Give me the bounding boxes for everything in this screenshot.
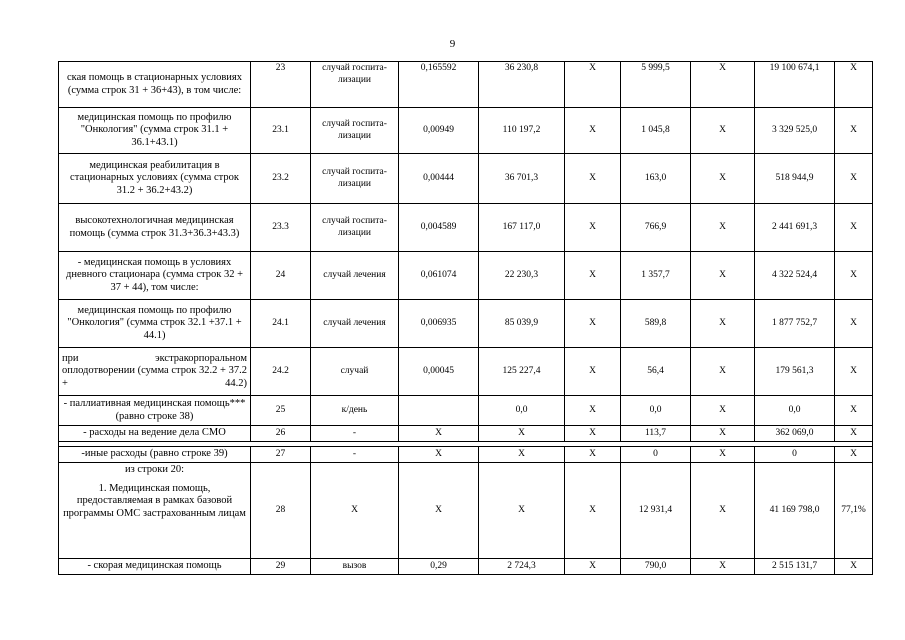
row-name: высокотехнологичная медицинская помощь (сумма строк 31.3+36.3+43.3) xyxy=(59,204,251,252)
row-total: 3 329 525,0 xyxy=(755,108,835,154)
row-share: 77,1% xyxy=(835,463,873,559)
row-cell: X xyxy=(565,204,621,252)
row-unit: случай лечения xyxy=(311,252,399,300)
row-cell: 790,0 xyxy=(621,559,691,575)
row-total: 1 877 752,7 xyxy=(755,300,835,348)
row-cost: 167 117,0 xyxy=(479,204,565,252)
row-volume: 0,004589 xyxy=(399,204,479,252)
table-row xyxy=(59,463,873,559)
row-cost: 36 230,8 xyxy=(479,62,565,108)
table-row xyxy=(59,348,873,396)
row-total: 518 944,9 xyxy=(755,154,835,204)
row-cell: X xyxy=(835,204,873,252)
row-total: 2 441 691,3 xyxy=(755,204,835,252)
row-cost: X xyxy=(479,426,565,442)
row-unit: случай госпита-лизации xyxy=(311,108,399,154)
row-unit: случай госпита-лизации xyxy=(311,154,399,204)
row-cell: X xyxy=(565,154,621,204)
row-total: 2 515 131,7 xyxy=(755,559,835,575)
row-cell: X xyxy=(565,426,621,442)
row-cost: 85 039,9 xyxy=(479,300,565,348)
row-unit: - xyxy=(311,447,399,463)
row-unit: случай лечения xyxy=(311,300,399,348)
row-cell: X xyxy=(691,154,755,204)
row-cell: X xyxy=(691,447,755,463)
row-cell: X xyxy=(691,348,755,396)
row-volume: 0,00949 xyxy=(399,108,479,154)
row-cell: 1 357,7 xyxy=(621,252,691,300)
row-cost: 125 227,4 xyxy=(479,348,565,396)
row-volume: 0,29 xyxy=(399,559,479,575)
row-unit: случай госпита-лизации xyxy=(311,204,399,252)
row-cell: 56,4 xyxy=(621,348,691,396)
row-cell: X xyxy=(565,108,621,154)
row-cell: X xyxy=(691,108,755,154)
row-volume: 0,165592 xyxy=(399,62,479,108)
row-unit: X xyxy=(311,463,399,559)
row-cell: X xyxy=(835,348,873,396)
row-cell: X xyxy=(691,204,755,252)
row-cost: X xyxy=(479,463,565,559)
row-total: 362 069,0 xyxy=(755,426,835,442)
row-cell: X xyxy=(691,559,755,575)
row-total: 41 169 798,0 xyxy=(755,463,835,559)
row-name: - расходы на ведение дела СМО xyxy=(59,426,251,442)
row-cell: X xyxy=(565,62,621,108)
row-total: 0 xyxy=(755,447,835,463)
table-row xyxy=(59,300,873,348)
table-row xyxy=(59,559,873,575)
row-cell: 12 931,4 xyxy=(621,463,691,559)
row-cell: X xyxy=(835,559,873,575)
row-volume: X xyxy=(399,426,479,442)
row-number: 28 xyxy=(251,463,311,559)
row-name: медицинская помощь по профилю "Онкология" (сумма строк 32.1 +37.1 + 44.1) xyxy=(59,300,251,348)
row-unit: случай xyxy=(311,348,399,396)
row-total: 179 561,3 xyxy=(755,348,835,396)
row-cell: 5 999,5 xyxy=(621,62,691,108)
row-name: при экстракорпоральном оплодотворении (сумма строк 32.2 + 37.2 + 44.2) xyxy=(59,348,251,396)
row-cell: X xyxy=(835,447,873,463)
table-row xyxy=(59,108,873,154)
row-volume xyxy=(399,396,479,426)
row-cell: X xyxy=(565,348,621,396)
row-name: - скорая медицинская помощь xyxy=(59,559,251,575)
row-volume: X xyxy=(399,447,479,463)
row-cost: X xyxy=(479,447,565,463)
row-number: 24 xyxy=(251,252,311,300)
row-cell: X xyxy=(565,559,621,575)
page-number: 9 xyxy=(449,38,456,50)
table-row xyxy=(59,447,873,463)
row-cell: X xyxy=(691,426,755,442)
row-total: 4 322 524,4 xyxy=(755,252,835,300)
row-cell: 589,8 xyxy=(621,300,691,348)
row-number: 25 xyxy=(251,396,311,426)
row-cost: 0,0 xyxy=(479,396,565,426)
row-number: 29 xyxy=(251,559,311,575)
row-number: 24.2 xyxy=(251,348,311,396)
row-unit: вызов xyxy=(311,559,399,575)
row-cell: X xyxy=(691,396,755,426)
row-cell: X xyxy=(835,252,873,300)
row-number: 26 xyxy=(251,426,311,442)
row-cell: X xyxy=(691,463,755,559)
row-number: 27 xyxy=(251,447,311,463)
row-cell: 0 xyxy=(621,447,691,463)
row-cell: 163,0 xyxy=(621,154,691,204)
row-cost: 2 724,3 xyxy=(479,559,565,575)
row-volume: 0,061074 xyxy=(399,252,479,300)
row-volume: 0,006935 xyxy=(399,300,479,348)
row-name: 1. Медицинская помощь, предоставляемая в рамках базовой программы ОМС застрахованным лицам xyxy=(63,482,246,519)
row-volume: 0,00444 xyxy=(399,154,479,204)
row-cell: X xyxy=(565,252,621,300)
row-cell: X xyxy=(565,396,621,426)
row-cost: 36 701,3 xyxy=(479,154,565,204)
table-row xyxy=(59,396,873,426)
table-row xyxy=(59,154,873,204)
row-number: 24.1 xyxy=(251,300,311,348)
row-number: 23 xyxy=(251,62,311,108)
row-name: ская помощь в стационарных условиях (сумма строк 31 + 36+43), в том числе: xyxy=(59,62,251,108)
row-cell: 113,7 xyxy=(621,426,691,442)
row-unit: к/день xyxy=(311,396,399,426)
row-cell: 0,0 xyxy=(621,396,691,426)
row-number: 23.3 xyxy=(251,204,311,252)
row-cell: X xyxy=(691,62,755,108)
row-cell: X xyxy=(835,396,873,426)
row-name: - паллиативная медицинская помощь*** (равно строке 38) xyxy=(59,396,251,426)
row-total: 0,0 xyxy=(755,396,835,426)
table-row xyxy=(59,62,873,108)
row-name: медицинская реабилитация в стационарных условиях (сумма строк 31.2 + 36.2+43.2) xyxy=(59,154,251,204)
row-cell: 766,9 xyxy=(621,204,691,252)
row-volume: X xyxy=(399,463,479,559)
row-name-block xyxy=(59,463,251,559)
row-unit: случай госпита-лизации xyxy=(311,62,399,108)
row-cell: 1 045,8 xyxy=(621,108,691,154)
row-number: 23.2 xyxy=(251,154,311,204)
row-cell: X xyxy=(565,300,621,348)
table-row xyxy=(59,252,873,300)
row-cost: 22 230,3 xyxy=(479,252,565,300)
financing-table xyxy=(58,61,873,575)
row-cell: X xyxy=(565,463,621,559)
row-cell: X xyxy=(835,426,873,442)
row-cell: X xyxy=(691,252,755,300)
table-row xyxy=(59,204,873,252)
row-cell: X xyxy=(835,108,873,154)
row-total: 19 100 674,1 xyxy=(755,62,835,108)
row-volume: 0,00045 xyxy=(399,348,479,396)
row-unit: - xyxy=(311,426,399,442)
row-number: 23.1 xyxy=(251,108,311,154)
row-name: медицинская помощь по профилю "Онкология" (сумма строк 31.1 + 36.1+43.1) xyxy=(59,108,251,154)
row-cost: 110 197,2 xyxy=(479,108,565,154)
row-name-intro: из строки 20: xyxy=(124,464,185,475)
row-cell: X xyxy=(565,447,621,463)
row-cell: X xyxy=(691,300,755,348)
row-cell: X xyxy=(835,300,873,348)
row-name: -иные расходы (равно строке 39) xyxy=(59,447,251,463)
row-cell: X xyxy=(835,154,873,204)
table-row xyxy=(59,426,873,442)
row-name: - медицинская помощь в условиях дневного стационара (сумма строк 32 + 37 + 44), том числе: xyxy=(59,252,251,300)
row-cell: X xyxy=(835,62,873,108)
